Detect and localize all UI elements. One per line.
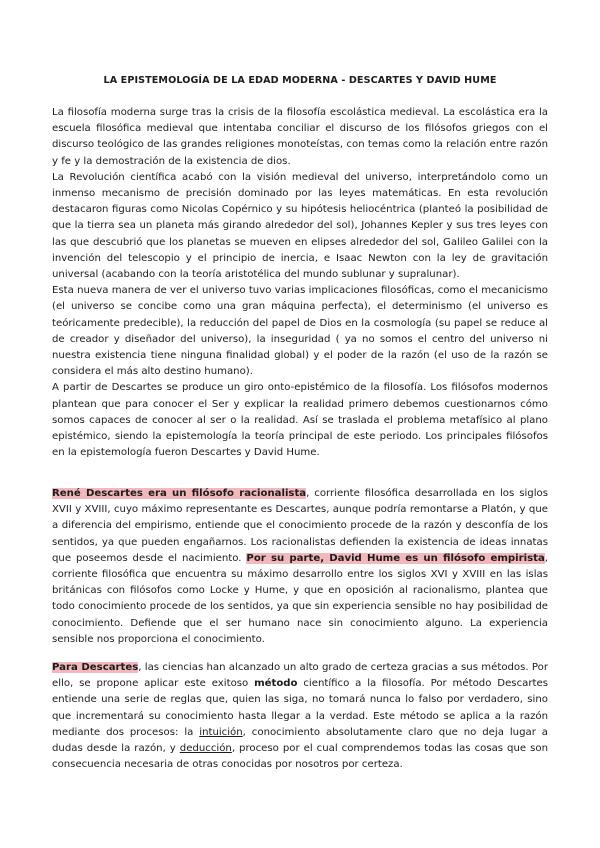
method-text-2: científico a la filosofía. Por método Descartes entiende una serie de reglas que, quien las siga, no tomará nunca lo falso por verdadero, sino que incrementará su conocimiento hasta llegar a la verdad. Este método se aplica a la razón mediante dos procesos: la	[52, 678, 548, 738]
document-title: LA EPISTEMOLOGÍA DE LA EDAD MODERNA - DESCARTES Y DAVID HUME	[103, 75, 497, 86]
underline-intuicion: intuición	[199, 726, 243, 738]
method-text-4: , proceso por el cual comprendemos todas las cosas que son consecuencia necesaria de otras conocidas por nosotros por certeza.	[52, 743, 549, 771]
underline-deduccion: deducción	[179, 743, 232, 755]
method-text-1: , las ciencias han alcanzado un alto grado de certeza gracias a sus métodos. Por ello, se propone aplicar este exitoso	[52, 662, 549, 690]
intro-section	[52, 105, 548, 461]
bold-metodo: método	[254, 678, 298, 690]
rationalism-empiricism-section	[52, 486, 548, 648]
highlight-para-descartes: Para Descartes	[52, 662, 139, 673]
paragraph-implications: Esta nueva manera de ver el universo tuvo varias implicaciones filosóficas, como el mecanicismo (el universo se concibe como una gran máquina perfecta), el determinismo (el universo es teóricamente predecible), la reducción del papel de Dios en la cosmología (su papel se reduce al de creador y diseñador del universo), la inseguridad ( ya no somos el centro del universo ni nuestra existencia tiene ninguna finalidad global) y el poder de la razón (el uso de la razón se considera el más alto destino humano).	[52, 285, 548, 378]
highlight-hume-empiricist: Por su parte, David Hume es un filósofo empirista	[246, 552, 545, 564]
rationalism-text: , corriente filosófica desarrollada en los siglos XVII y XVIII, cuyo máximo representante es Descartes, aunque podría remontarse a Platón, y que a diferencia del empirismo, entiende que el conocimiento procede de la razón y desconfía de los sentidos, ya que pueden engañarnos. Los racionalistas defienden la existencia de ideas innatas que poseemos desde el nacimiento.	[52, 488, 548, 564]
method-text-3: , conocimiento absolutamente claro que no deja lugar a dudas desde la razón, y	[52, 726, 548, 755]
highlight-descartes-rationalist: René Descartes era un filósofo racionalista	[52, 488, 307, 499]
paragraph-rationalism-empiricism	[52, 486, 548, 648]
method-section	[52, 660, 548, 773]
paragraph-scientific-revolution: La Revolución científica acabó con la visión medieval del universo, interpretándolo como un inmenso mecanismo de precisión dominado por las leyes matemáticas. En esta revolución destacaron figuras como Nicolas Copérnico y su hipótesis heliocéntrica (planteó la posibilidad de que la tierra sea un planeta más girando alrededor del sol), Johannes Kepler y sus tres leyes con las que descubrió que los planetas se mueven en elipses alrededor del sol, Galileo Galilei con la invención del telescopio y el principio de inercia, e Isaac Newton con la ley de gravitación universal (acabando con la teoría aristotélica del mundo sublunar y supralunar).	[52, 171, 548, 281]
empiricism-text: , corriente filosófica que encuentra su máximo desarrollo entre los siglos XVI y XVIII en las islas británicas con filósofos como Locke y Hume, y que en oposición al racionalismo, plantea que todo conocimiento procede de los sentidos, ya que sin experiencia sensible no hay posibilidad de conocimiento. Defiende que el ser humano nace sin conocimiento alguno. La experiencia sensible nos proporciona el conocimiento.	[52, 552, 549, 645]
paragraph-descartes-method	[52, 660, 548, 773]
paragraph-scholasticism: La filosofía moderna surge tras la crisis de la filosofía escolástica medieval. La escolástica era la escuela filosófica medieval que intentaba conciliar el discurso de los filósofos griegos con el discurso teológico de las grandes religiones monoteístas, con temas como la relación entre razón y fe y la demostración de la existencia de dios.	[52, 107, 548, 167]
paragraph-epistemic-turn: A partir de Descartes se produce un giro onto-epistémico de la filosofía. Los filósofos modernos plantean que para conocer el Ser y explicar la realidad primero debemos cuestionarnos cómo somos capaces de conocer al ser o la realidad. Así se traslada el problema metafísico al plano epistémico, siendo la epistemología la teoría principal de este periodo. Los principales filósofos en la epistemología fueron Descartes y David Hume.	[52, 382, 548, 459]
